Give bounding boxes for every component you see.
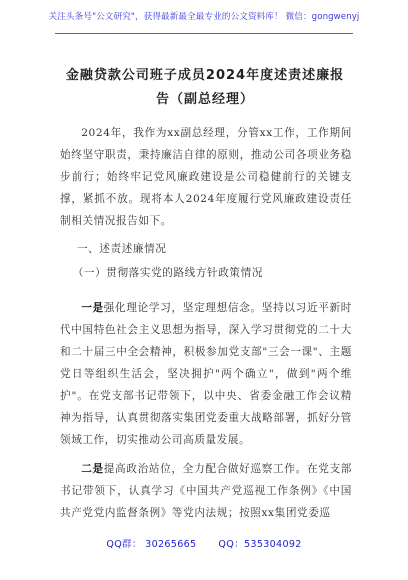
footer-qq-number: QQ：535304092	[218, 539, 302, 550]
paragraph-one	[60, 297, 352, 451]
paragraph-one-text: 强化理论学习，坚定理想信念。坚持以习近平新时代中国特色社会主义思想为指导，深入学习贯彻党的二十大和二十届三中全会精神，积极参加党支部"三会一课"、主题党日等组织生活会，坚决拥护"两个确立"，做到"两个维护"。在党支部书记带领下，以中央、省委金融工作会议精神为指导，认真贯彻落实集团党委重大战略部署，抓好分管领域工作，切实推动公司高质量发展。	[60, 302, 352, 446]
intro-paragraph: 2024年，我作为xx副总经理，分管xx工作，工作期间始终坚守职责，秉持廉洁自律的原则，推动公司各项业务稳步前行；始终牢记党风廉政建设是公司稳健前行的关键支撑，紧抓不放。现将本人2024年度履行党风廉政建设责任制相关情况报告如下。	[60, 127, 352, 227]
header-banner: 关注头条号"公文研究"，获得最新最全最专业的公文资料库！ 微信：gongwenyj	[48, 12, 360, 22]
footer-contact	[0, 536, 408, 550]
paragraph-two-lead: 二是	[81, 463, 104, 475]
subsection-heading: （一）贯彻落实党的路线方针政策情况	[72, 267, 264, 279]
footer-qq-group: QQ群： 30265665	[106, 539, 197, 550]
section-heading: 一、述责述廉情况	[76, 243, 167, 255]
document-title: 金融贷款公司班子成员2024年度述责述廉报告（副总经理）	[65, 68, 345, 107]
header-divider	[55, 33, 353, 34]
paragraph-two	[60, 458, 352, 524]
paragraph-one-lead: 一是	[81, 302, 104, 314]
paragraph-two-text: 提高政治站位，全力配合做好巡察工作。在党支部书记带领下，认真学习《中国共产党巡视工作条例》《中国共产党党内监督条例》等党内法规；按照xx集团党委巡	[60, 463, 352, 519]
